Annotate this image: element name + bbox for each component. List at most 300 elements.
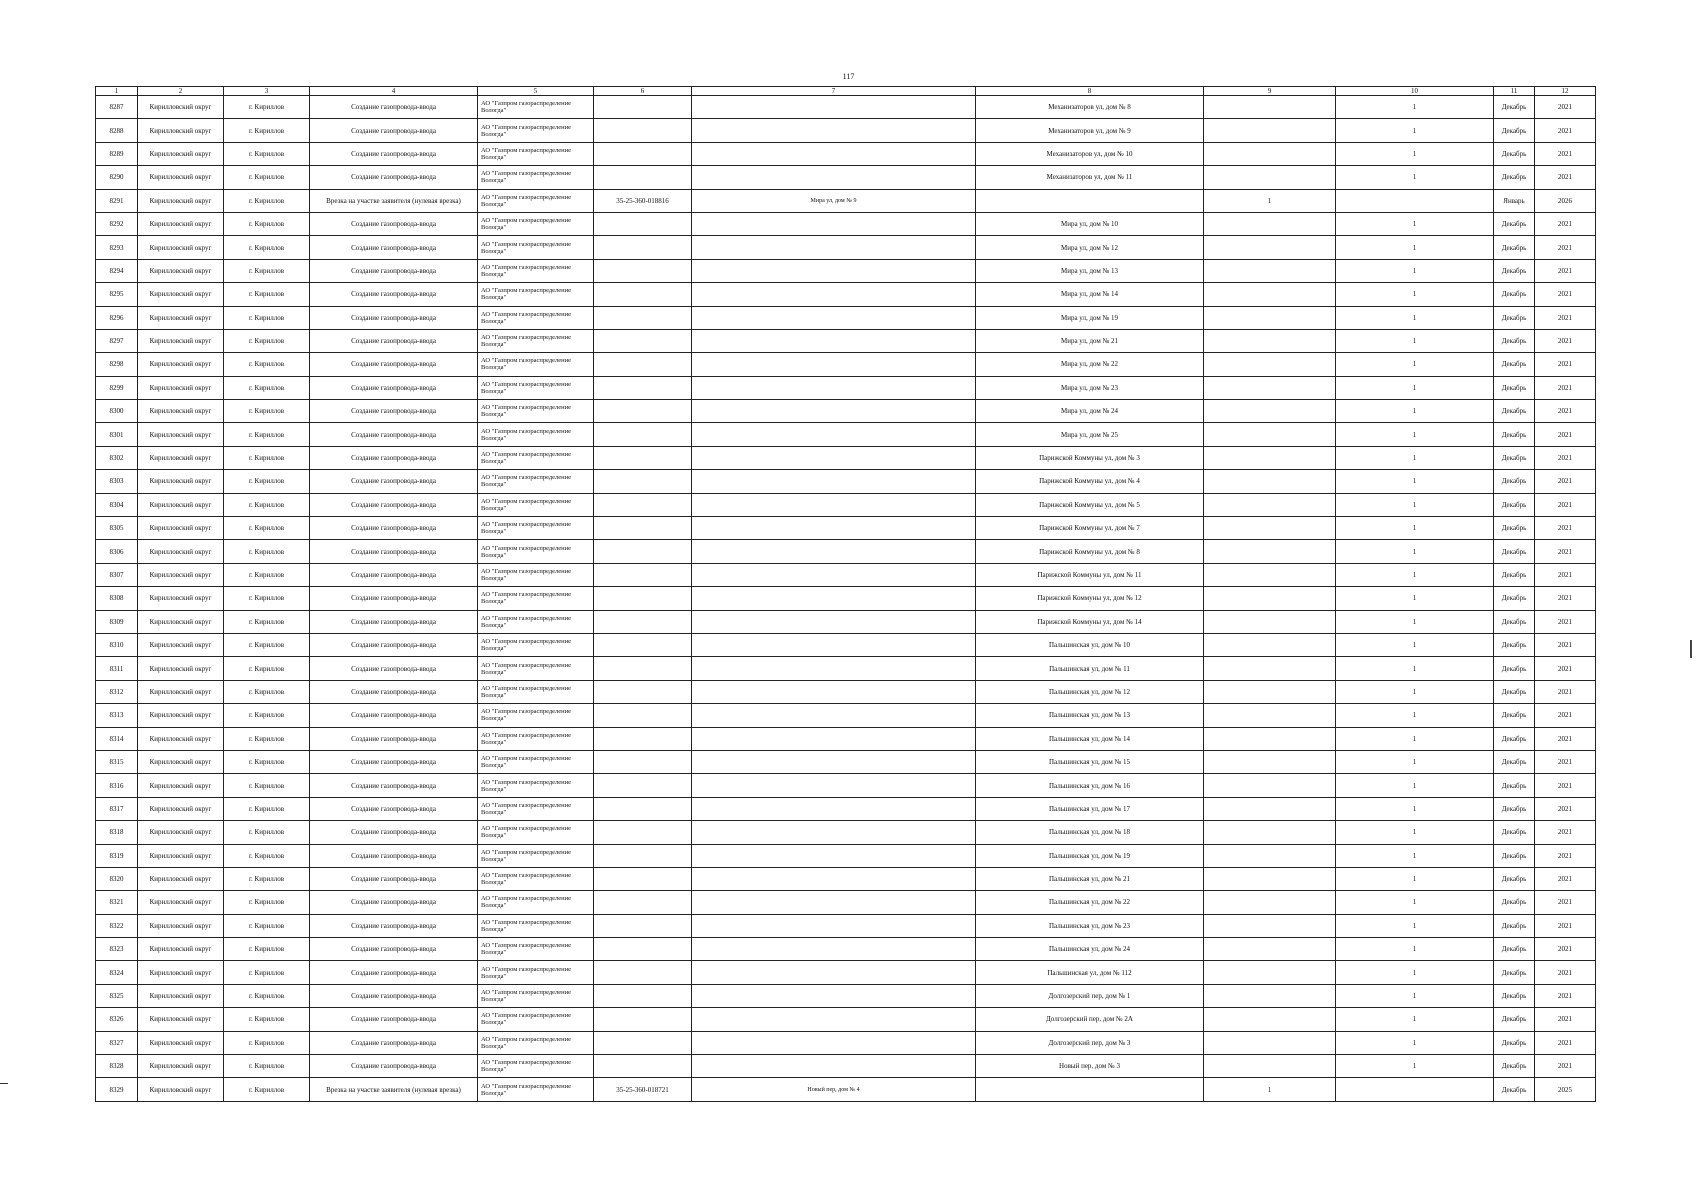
column-9-cell <box>1204 493 1336 516</box>
year-cell: 2021 <box>1535 821 1596 844</box>
month-cell: Декабрь <box>1494 938 1535 961</box>
site-address-cell <box>692 891 976 914</box>
cadastral-number-cell <box>594 493 692 516</box>
column-10-cell: 1 <box>1336 400 1494 423</box>
building-address-cell: Пальшинская ул, дом № 112 <box>976 961 1204 984</box>
year-cell: 2021 <box>1535 353 1596 376</box>
town-cell: г. Кириллов <box>224 704 310 727</box>
organization-cell: АО "Газпром газораспределение Вологда" <box>478 657 594 680</box>
table-row <box>96 493 1596 516</box>
table-row <box>96 938 1596 961</box>
site-address-cell <box>692 470 976 493</box>
site-address-cell <box>692 212 976 235</box>
organization-cell: АО "Газпром газораспределение Вологда" <box>478 329 594 352</box>
column-9-cell <box>1204 938 1336 961</box>
column-9-cell <box>1204 844 1336 867</box>
row-number-cell: 8317 <box>96 797 138 820</box>
year-cell: 2021 <box>1535 727 1596 750</box>
building-address-cell: Пальшинская ул, дом № 10 <box>976 633 1204 656</box>
work-type-cell: Создание газопровода-ввода <box>310 517 478 540</box>
month-cell: Декабрь <box>1494 774 1535 797</box>
cadastral-number-cell <box>594 867 692 890</box>
site-address-cell <box>692 1008 976 1031</box>
row-number-cell: 8291 <box>96 189 138 212</box>
row-number-cell: 8309 <box>96 610 138 633</box>
site-address-cell <box>692 96 976 119</box>
year-cell: 2021 <box>1535 750 1596 773</box>
row-number-cell: 8296 <box>96 306 138 329</box>
district-cell: Кирилловский округ <box>138 797 224 820</box>
column-10-cell <box>1336 1078 1494 1101</box>
row-number-cell: 8314 <box>96 727 138 750</box>
cadastral-number-cell <box>594 96 692 119</box>
district-cell: Кирилловский округ <box>138 914 224 937</box>
site-address-cell <box>692 750 976 773</box>
building-address-cell: Парижской Коммуны ул, дом № 14 <box>976 610 1204 633</box>
organization-cell: АО "Газпром газораспределение Вологда" <box>478 610 594 633</box>
organization-cell: АО "Газпром газораспределение Вологда" <box>478 1078 594 1101</box>
month-cell: Декабрь <box>1494 984 1535 1007</box>
row-number-cell: 8298 <box>96 353 138 376</box>
month-cell: Декабрь <box>1494 470 1535 493</box>
month-cell: Декабрь <box>1494 563 1535 586</box>
row-number-cell: 8307 <box>96 563 138 586</box>
organization-cell: АО "Газпром газораспределение Вологда" <box>478 470 594 493</box>
column-10-cell: 1 <box>1336 750 1494 773</box>
organization-cell: АО "Газпром газораспределение Вологда" <box>478 727 594 750</box>
work-type-cell: Создание газопровода-ввода <box>310 938 478 961</box>
town-cell: г. Кириллов <box>224 680 310 703</box>
month-cell: Декабрь <box>1494 1008 1535 1031</box>
year-cell: 2021 <box>1535 680 1596 703</box>
district-cell: Кирилловский округ <box>138 493 224 516</box>
cadastral-number-cell <box>594 517 692 540</box>
work-type-cell: Создание газопровода-ввода <box>310 587 478 610</box>
table-row <box>96 470 1596 493</box>
work-type-cell: Создание газопровода-ввода <box>310 1031 478 1054</box>
site-address-cell <box>692 236 976 259</box>
district-cell: Кирилловский округ <box>138 750 224 773</box>
building-address-cell: Мира ул, дом № 24 <box>976 400 1204 423</box>
column-number-header: 3 <box>224 87 310 96</box>
year-cell: 2021 <box>1535 914 1596 937</box>
work-type-cell: Создание газопровода-ввода <box>310 891 478 914</box>
site-address-cell <box>692 984 976 1007</box>
site-address-cell <box>692 517 976 540</box>
column-9-cell: 1 <box>1204 189 1336 212</box>
column-number-header: 5 <box>478 87 594 96</box>
building-address-cell: Пальшинская ул, дом № 19 <box>976 844 1204 867</box>
cadastral-number-cell <box>594 704 692 727</box>
town-cell: г. Кириллов <box>224 774 310 797</box>
left-margin-mark <box>0 1083 8 1084</box>
cadastral-number-cell <box>594 142 692 165</box>
month-cell: Декабрь <box>1494 236 1535 259</box>
building-address-cell: Мира ул, дом № 21 <box>976 329 1204 352</box>
row-number-cell: 8290 <box>96 166 138 189</box>
town-cell: г. Кириллов <box>224 353 310 376</box>
month-cell: Декабрь <box>1494 166 1535 189</box>
column-9-cell <box>1204 727 1336 750</box>
column-9-cell <box>1204 774 1336 797</box>
row-number-cell: 8320 <box>96 867 138 890</box>
organization-cell: АО "Газпром газораспределение Вологда" <box>478 119 594 142</box>
month-cell: Декабрь <box>1494 119 1535 142</box>
table-row <box>96 446 1596 469</box>
cadastral-number-cell <box>594 306 692 329</box>
work-type-cell: Создание газопровода-ввода <box>310 657 478 680</box>
year-cell: 2021 <box>1535 329 1596 352</box>
organization-cell: АО "Газпром газораспределение Вологда" <box>478 236 594 259</box>
district-cell: Кирилловский округ <box>138 189 224 212</box>
cadastral-number-cell <box>594 400 692 423</box>
work-type-cell: Создание газопровода-ввода <box>310 446 478 469</box>
year-cell: 2021 <box>1535 1055 1596 1078</box>
building-address-cell: Пальшинская ул, дом № 17 <box>976 797 1204 820</box>
site-address-cell: Мира ул, дом № 9 <box>692 189 976 212</box>
row-number-cell: 8303 <box>96 470 138 493</box>
table-row <box>96 376 1596 399</box>
building-address-cell: Парижской Коммуны ул, дом № 5 <box>976 493 1204 516</box>
column-10-cell: 1 <box>1336 657 1494 680</box>
building-address-cell: Пальшинская ул, дом № 11 <box>976 657 1204 680</box>
column-9-cell <box>1204 96 1336 119</box>
district-cell: Кирилловский округ <box>138 1008 224 1031</box>
column-9-cell <box>1204 633 1336 656</box>
work-type-cell: Создание газопровода-ввода <box>310 563 478 586</box>
organization-cell: АО "Газпром газораспределение Вологда" <box>478 517 594 540</box>
district-cell: Кирилловский округ <box>138 704 224 727</box>
organization-cell: АО "Газпром газораспределение Вологда" <box>478 1031 594 1054</box>
work-type-cell: Врезка на участке заявителя (нулевая врезка) <box>310 1078 478 1101</box>
column-9-cell <box>1204 212 1336 235</box>
table-row <box>96 914 1596 937</box>
month-cell: Декабрь <box>1494 821 1535 844</box>
building-address-cell: Мира ул, дом № 13 <box>976 259 1204 282</box>
row-number-cell: 8327 <box>96 1031 138 1054</box>
table-row <box>96 423 1596 446</box>
district-cell: Кирилловский округ <box>138 446 224 469</box>
column-number-header: 4 <box>310 87 478 96</box>
month-cell: Декабрь <box>1494 306 1535 329</box>
table-row <box>96 1078 1596 1101</box>
table-row <box>96 540 1596 563</box>
column-10-cell: 1 <box>1336 680 1494 703</box>
table-row <box>96 774 1596 797</box>
cadastral-number-cell: 35-25-360-018721 <box>594 1078 692 1101</box>
cadastral-number-cell <box>594 914 692 937</box>
organization-cell: АО "Газпром газораспределение Вологда" <box>478 984 594 1007</box>
town-cell: г. Кириллов <box>224 984 310 1007</box>
site-address-cell <box>692 727 976 750</box>
column-10-cell: 1 <box>1336 306 1494 329</box>
row-number-cell: 8310 <box>96 633 138 656</box>
column-9-cell <box>1204 797 1336 820</box>
building-address-cell: Механизаторов ул, дом № 9 <box>976 119 1204 142</box>
table-row <box>96 633 1596 656</box>
district-cell: Кирилловский округ <box>138 259 224 282</box>
table-row <box>96 1031 1596 1054</box>
row-number-cell: 8313 <box>96 704 138 727</box>
town-cell: г. Кириллов <box>224 96 310 119</box>
work-type-cell: Создание газопровода-ввода <box>310 376 478 399</box>
column-9-cell <box>1204 329 1336 352</box>
town-cell: г. Кириллов <box>224 633 310 656</box>
year-cell: 2021 <box>1535 891 1596 914</box>
cadastral-number-cell <box>594 1008 692 1031</box>
month-cell: Декабрь <box>1494 797 1535 820</box>
town-cell: г. Кириллов <box>224 610 310 633</box>
month-cell: Декабрь <box>1494 353 1535 376</box>
cadastral-number-cell: 35-25-360-018816 <box>594 189 692 212</box>
column-number-header: 9 <box>1204 87 1336 96</box>
organization-cell: АО "Газпром газораспределение Вологда" <box>478 446 594 469</box>
site-address-cell <box>692 142 976 165</box>
column-number-header: 8 <box>976 87 1204 96</box>
page-number: 117 <box>842 72 855 81</box>
column-9-cell <box>1204 119 1336 142</box>
table-row <box>96 96 1596 119</box>
cadastral-number-cell <box>594 891 692 914</box>
year-cell: 2021 <box>1535 540 1596 563</box>
building-address-cell: Мира ул, дом № 23 <box>976 376 1204 399</box>
organization-cell: АО "Газпром газораспределение Вологда" <box>478 563 594 586</box>
building-address-cell: Пальшинская ул, дом № 12 <box>976 680 1204 703</box>
gas-pipeline-table <box>95 86 1596 1102</box>
organization-cell: АО "Газпром газораспределение Вологда" <box>478 423 594 446</box>
column-10-cell: 1 <box>1336 1055 1494 1078</box>
month-cell: Декабрь <box>1494 423 1535 446</box>
district-cell: Кирилловский округ <box>138 657 224 680</box>
cadastral-number-cell <box>594 821 692 844</box>
work-type-cell: Создание газопровода-ввода <box>310 236 478 259</box>
table-row <box>96 236 1596 259</box>
table-row <box>96 657 1596 680</box>
year-cell: 2021 <box>1535 283 1596 306</box>
row-number-cell: 8305 <box>96 517 138 540</box>
table-row <box>96 563 1596 586</box>
town-cell: г. Кириллов <box>224 423 310 446</box>
column-10-cell: 1 <box>1336 844 1494 867</box>
table-row <box>96 517 1596 540</box>
cadastral-number-cell <box>594 961 692 984</box>
table-row <box>96 400 1596 423</box>
town-cell: г. Кириллов <box>224 166 310 189</box>
work-type-cell: Создание газопровода-ввода <box>310 727 478 750</box>
work-type-cell: Создание газопровода-ввода <box>310 493 478 516</box>
building-address-cell: Пальшинская ул, дом № 21 <box>976 867 1204 890</box>
month-cell: Январь <box>1494 189 1535 212</box>
year-cell: 2021 <box>1535 423 1596 446</box>
building-address-cell: Пальшинская ул, дом № 18 <box>976 821 1204 844</box>
organization-cell: АО "Газпром газораспределение Вологда" <box>478 540 594 563</box>
work-type-cell: Создание газопровода-ввода <box>310 540 478 563</box>
site-address-cell <box>692 166 976 189</box>
site-address-cell <box>692 867 976 890</box>
work-type-cell: Создание газопровода-ввода <box>310 1008 478 1031</box>
building-address-cell: Парижской Коммуны ул, дом № 12 <box>976 587 1204 610</box>
site-address-cell <box>692 610 976 633</box>
column-9-cell <box>1204 236 1336 259</box>
work-type-cell: Создание газопровода-ввода <box>310 750 478 773</box>
district-cell: Кирилловский округ <box>138 540 224 563</box>
column-10-cell: 1 <box>1336 517 1494 540</box>
town-cell: г. Кириллов <box>224 493 310 516</box>
work-type-cell: Создание газопровода-ввода <box>310 797 478 820</box>
row-number-cell: 8316 <box>96 774 138 797</box>
site-address-cell <box>692 844 976 867</box>
town-cell: г. Кириллов <box>224 563 310 586</box>
month-cell: Декабрь <box>1494 610 1535 633</box>
column-9-cell <box>1204 657 1336 680</box>
table-row <box>96 587 1596 610</box>
column-number-header: 2 <box>138 87 224 96</box>
month-cell: Декабрь <box>1494 96 1535 119</box>
table-row <box>96 961 1596 984</box>
site-address-cell <box>692 704 976 727</box>
table-row <box>96 353 1596 376</box>
building-address-cell: Мира ул, дом № 19 <box>976 306 1204 329</box>
row-number-cell: 8315 <box>96 750 138 773</box>
organization-cell: АО "Газпром газораспределение Вологда" <box>478 961 594 984</box>
district-cell: Кирилловский округ <box>138 142 224 165</box>
site-address-cell <box>692 446 976 469</box>
column-number-header: 10 <box>1336 87 1494 96</box>
site-address-cell <box>692 283 976 306</box>
cadastral-number-cell <box>594 259 692 282</box>
month-cell: Декабрь <box>1494 259 1535 282</box>
district-cell: Кирилловский округ <box>138 587 224 610</box>
column-10-cell: 1 <box>1336 236 1494 259</box>
row-number-cell: 8323 <box>96 938 138 961</box>
site-address-cell <box>692 306 976 329</box>
town-cell: г. Кириллов <box>224 142 310 165</box>
work-type-cell: Создание газопровода-ввода <box>310 400 478 423</box>
work-type-cell: Создание газопровода-ввода <box>310 142 478 165</box>
organization-cell: АО "Газпром газораспределение Вологда" <box>478 166 594 189</box>
month-cell: Декабрь <box>1494 704 1535 727</box>
town-cell: г. Кириллов <box>224 470 310 493</box>
organization-cell: АО "Газпром газораспределение Вологда" <box>478 189 594 212</box>
column-10-cell: 1 <box>1336 470 1494 493</box>
month-cell: Декабрь <box>1494 1078 1535 1101</box>
district-cell: Кирилловский округ <box>138 774 224 797</box>
site-address-cell: Новый пер, дом № 4 <box>692 1078 976 1101</box>
year-cell: 2021 <box>1535 119 1596 142</box>
column-9-cell <box>1204 259 1336 282</box>
town-cell: г. Кириллов <box>224 1055 310 1078</box>
town-cell: г. Кириллов <box>224 750 310 773</box>
table-row <box>96 797 1596 820</box>
column-9-cell <box>1204 610 1336 633</box>
year-cell: 2021 <box>1535 306 1596 329</box>
year-cell: 2021 <box>1535 212 1596 235</box>
row-number-cell: 8319 <box>96 844 138 867</box>
site-address-cell <box>692 1055 976 1078</box>
row-number-cell: 8308 <box>96 587 138 610</box>
column-9-cell <box>1204 540 1336 563</box>
column-9-cell <box>1204 680 1336 703</box>
row-number-cell: 8292 <box>96 212 138 235</box>
site-address-cell <box>692 563 976 586</box>
table-row <box>96 844 1596 867</box>
table-row <box>96 750 1596 773</box>
district-cell: Кирилловский округ <box>138 821 224 844</box>
work-type-cell: Создание газопровода-ввода <box>310 984 478 1007</box>
cadastral-number-cell <box>594 984 692 1007</box>
column-number-header: 7 <box>692 87 976 96</box>
column-10-cell: 1 <box>1336 867 1494 890</box>
work-type-cell: Создание газопровода-ввода <box>310 844 478 867</box>
cadastral-number-cell <box>594 166 692 189</box>
row-number-cell: 8304 <box>96 493 138 516</box>
column-10-cell: 1 <box>1336 96 1494 119</box>
column-9-cell <box>1204 891 1336 914</box>
town-cell: г. Кириллов <box>224 821 310 844</box>
town-cell: г. Кириллов <box>224 329 310 352</box>
year-cell: 2021 <box>1535 493 1596 516</box>
cadastral-number-cell <box>594 657 692 680</box>
year-cell: 2021 <box>1535 610 1596 633</box>
cadastral-number-cell <box>594 844 692 867</box>
work-type-cell: Создание газопровода-ввода <box>310 470 478 493</box>
site-address-cell <box>692 400 976 423</box>
district-cell: Кирилловский округ <box>138 376 224 399</box>
table-header <box>96 87 1596 96</box>
town-cell: г. Кириллов <box>224 914 310 937</box>
district-cell: Кирилловский округ <box>138 283 224 306</box>
district-cell: Кирилловский округ <box>138 306 224 329</box>
year-cell: 2021 <box>1535 938 1596 961</box>
cadastral-number-cell <box>594 540 692 563</box>
building-address-cell: Пальшинская ул, дом № 14 <box>976 727 1204 750</box>
district-cell: Кирилловский округ <box>138 727 224 750</box>
work-type-cell: Создание газопровода-ввода <box>310 1055 478 1078</box>
year-cell: 2021 <box>1535 774 1596 797</box>
row-number-cell: 8297 <box>96 329 138 352</box>
organization-cell: АО "Газпром газораспределение Вологда" <box>478 212 594 235</box>
row-number-cell: 8324 <box>96 961 138 984</box>
row-number-cell: 8322 <box>96 914 138 937</box>
month-cell: Декабрь <box>1494 633 1535 656</box>
month-cell: Декабрь <box>1494 587 1535 610</box>
work-type-cell: Создание газопровода-ввода <box>310 96 478 119</box>
column-10-cell: 1 <box>1336 259 1494 282</box>
year-cell: 2021 <box>1535 376 1596 399</box>
column-10-cell: 1 <box>1336 821 1494 844</box>
column-9-cell <box>1204 563 1336 586</box>
row-number-cell: 8321 <box>96 891 138 914</box>
town-cell: г. Кириллов <box>224 1008 310 1031</box>
site-address-cell <box>692 680 976 703</box>
building-address-cell: Парижской Коммуны ул, дом № 11 <box>976 563 1204 586</box>
year-cell: 2021 <box>1535 657 1596 680</box>
town-cell: г. Кириллов <box>224 540 310 563</box>
year-cell: 2021 <box>1535 587 1596 610</box>
month-cell: Декабрь <box>1494 867 1535 890</box>
year-cell: 2021 <box>1535 984 1596 1007</box>
month-cell: Декабрь <box>1494 844 1535 867</box>
town-cell: г. Кириллов <box>224 212 310 235</box>
column-10-cell: 1 <box>1336 891 1494 914</box>
town-cell: г. Кириллов <box>224 517 310 540</box>
table-row <box>96 610 1596 633</box>
table-row <box>96 867 1596 890</box>
town-cell: г. Кириллов <box>224 961 310 984</box>
year-cell: 2021 <box>1535 844 1596 867</box>
year-cell: 2021 <box>1535 797 1596 820</box>
column-10-cell: 1 <box>1336 797 1494 820</box>
